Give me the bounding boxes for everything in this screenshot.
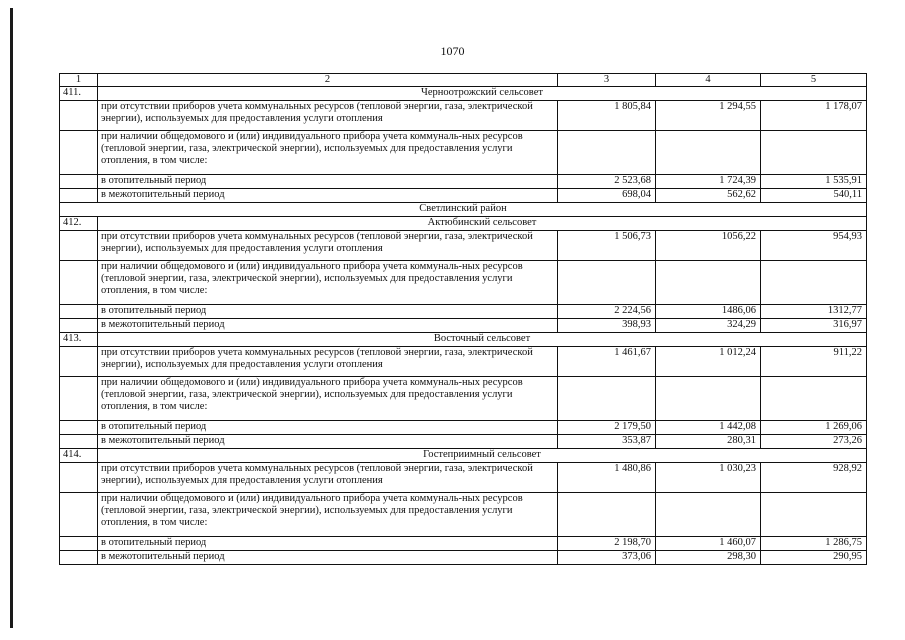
data-row (60, 377, 867, 421)
row-number-cell (60, 175, 98, 189)
value-col-3: 1 506,73 (558, 231, 656, 261)
row-number-cell (60, 463, 98, 493)
page-number: 1070 (440, 44, 465, 58)
row-number-cell (60, 493, 98, 537)
value-col-3: 2 179,50 (558, 421, 656, 435)
data-row (60, 231, 867, 261)
value-col-5: 954,93 (761, 231, 867, 261)
header-row (60, 74, 867, 87)
value-col-3 (558, 131, 656, 175)
section-title: Восточный сельсовет (98, 333, 867, 347)
value-col-4: 1 724,39 (656, 175, 761, 189)
header-col-1: 1 (60, 74, 98, 87)
value-col-3: 2 198,70 (558, 537, 656, 551)
row-number-cell (60, 101, 98, 131)
data-row (60, 101, 867, 131)
section-row (60, 217, 867, 231)
value-col-5: 290,95 (761, 551, 867, 565)
section-row (60, 333, 867, 347)
table-body (60, 74, 867, 565)
value-col-5: 316,97 (761, 319, 867, 333)
value-col-3: 2 224,56 (558, 305, 656, 319)
value-col-4 (656, 377, 761, 421)
data-row (60, 551, 867, 565)
value-col-5: 928,92 (761, 463, 867, 493)
data-row (60, 493, 867, 537)
row-description: при наличии общедомового и (или) индивидуального прибора учета коммуналь-ных ресурсов (тепловой энергии, газа, электрической энергии), используемых для предоставления услуги отопления, в том числе: (98, 261, 558, 305)
value-col-3: 373,06 (558, 551, 656, 565)
section-title: Гостеприимный сельсовет (98, 449, 867, 463)
data-row (60, 305, 867, 319)
value-col-4: 562,62 (656, 189, 761, 203)
value-col-5: 1 286,75 (761, 537, 867, 551)
value-col-4: 1056,22 (656, 231, 761, 261)
header-col-4: 4 (656, 74, 761, 87)
data-row (60, 131, 867, 175)
district-title: Светлинский район (60, 203, 867, 217)
row-number-cell (60, 231, 98, 261)
value-col-5 (761, 377, 867, 421)
value-col-4: 298,30 (656, 551, 761, 565)
section-number: 414. (60, 449, 98, 463)
section-row (60, 87, 867, 101)
value-col-4 (656, 261, 761, 305)
data-row (60, 189, 867, 203)
value-col-4: 280,31 (656, 435, 761, 449)
header-col-5: 5 (761, 74, 867, 87)
row-description: в межотопительный период (98, 189, 558, 203)
value-col-4: 324,29 (656, 319, 761, 333)
value-col-3: 1 805,84 (558, 101, 656, 131)
row-number-cell (60, 421, 98, 435)
data-row (60, 261, 867, 305)
data-row (60, 347, 867, 377)
row-description: при наличии общедомового и (или) индивидуального прибора учета коммуналь-ных ресурсов (тепловой энергии, газа, электрической энергии), используемых для предоставления услуги отопления, в том числе: (98, 493, 558, 537)
header-col-2: 2 (98, 74, 558, 87)
value-col-5: 1 269,06 (761, 421, 867, 435)
value-col-5: 1 178,07 (761, 101, 867, 131)
section-number: 413. (60, 333, 98, 347)
value-col-4 (656, 131, 761, 175)
data-row (60, 421, 867, 435)
row-description: при отсутствии приборов учета коммунальных ресурсов (тепловой энергии, газа, электрической энергии), используемых для предоставления услуги отопления (98, 347, 558, 377)
row-description: в отопительный период (98, 305, 558, 319)
data-row (60, 435, 867, 449)
value-col-5 (761, 261, 867, 305)
data-row (60, 537, 867, 551)
value-col-3 (558, 377, 656, 421)
value-col-4: 1 030,23 (656, 463, 761, 493)
district-row (60, 203, 867, 217)
value-col-3: 2 523,68 (558, 175, 656, 189)
value-col-5: 1312,77 (761, 305, 867, 319)
value-col-3 (558, 493, 656, 537)
row-number-cell (60, 551, 98, 565)
data-row (60, 319, 867, 333)
row-number-cell (60, 319, 98, 333)
value-col-5: 540,11 (761, 189, 867, 203)
section-title: Черноотрожский сельсовет (98, 87, 867, 101)
row-number-cell (60, 261, 98, 305)
data-row (60, 175, 867, 189)
section-number: 411. (60, 87, 98, 101)
tariff-table (59, 73, 867, 565)
value-col-4: 1 012,24 (656, 347, 761, 377)
row-description: при отсутствии приборов учета коммунальных ресурсов (тепловой энергии, газа, электрической энергии), используемых для предоставления услуги отопления (98, 463, 558, 493)
section-number: 412. (60, 217, 98, 231)
value-col-5: 911,22 (761, 347, 867, 377)
row-description: при отсутствии приборов учета коммунальных ресурсов (тепловой энергии, газа, электрической энергии), используемых для предоставления услуги отопления (98, 231, 558, 261)
row-number-cell (60, 131, 98, 175)
header-col-3: 3 (558, 74, 656, 87)
scan-edge-line (10, 8, 13, 628)
row-number-cell (60, 377, 98, 421)
section-title: Актюбинский сельсовет (98, 217, 867, 231)
row-number-cell (60, 435, 98, 449)
value-col-5: 1 535,91 (761, 175, 867, 189)
row-description: в межотопительный период (98, 319, 558, 333)
data-row (60, 463, 867, 493)
row-number-cell (60, 189, 98, 203)
row-description: при наличии общедомового и (или) индивидуального прибора учета коммуналь-ных ресурсов (тепловой энергии, газа, электрической энергии), используемых для предоставления услуги отопления, в том числе: (98, 131, 558, 175)
row-description: в межотопительный период (98, 551, 558, 565)
value-col-4 (656, 493, 761, 537)
value-col-3: 353,87 (558, 435, 656, 449)
value-col-3: 1 480,86 (558, 463, 656, 493)
value-col-3: 398,93 (558, 319, 656, 333)
section-row (60, 449, 867, 463)
row-number-cell (60, 347, 98, 377)
row-description: в отопительный период (98, 175, 558, 189)
row-description: в межотопительный период (98, 435, 558, 449)
value-col-5: 273,26 (761, 435, 867, 449)
value-col-5 (761, 493, 867, 537)
value-col-4: 1 460,07 (656, 537, 761, 551)
row-description: при наличии общедомового и (или) индивидуального прибора учета коммуналь-ных ресурсов (тепловой энергии, газа, электрической энергии), используемых для предоставления услуги отопления, в том числе: (98, 377, 558, 421)
value-col-3 (558, 261, 656, 305)
value-col-4: 1 442,08 (656, 421, 761, 435)
row-description: в отопительный период (98, 537, 558, 551)
value-col-5 (761, 131, 867, 175)
row-description: при отсутствии приборов учета коммунальных ресурсов (тепловой энергии, газа, электрической энергии), используемых для предоставления услуги отопления (98, 101, 558, 131)
value-col-4: 1486,06 (656, 305, 761, 319)
row-number-cell (60, 305, 98, 319)
value-col-3: 698,04 (558, 189, 656, 203)
row-number-cell (60, 537, 98, 551)
value-col-3: 1 461,67 (558, 347, 656, 377)
row-description: в отопительный период (98, 421, 558, 435)
value-col-4: 1 294,55 (656, 101, 761, 131)
